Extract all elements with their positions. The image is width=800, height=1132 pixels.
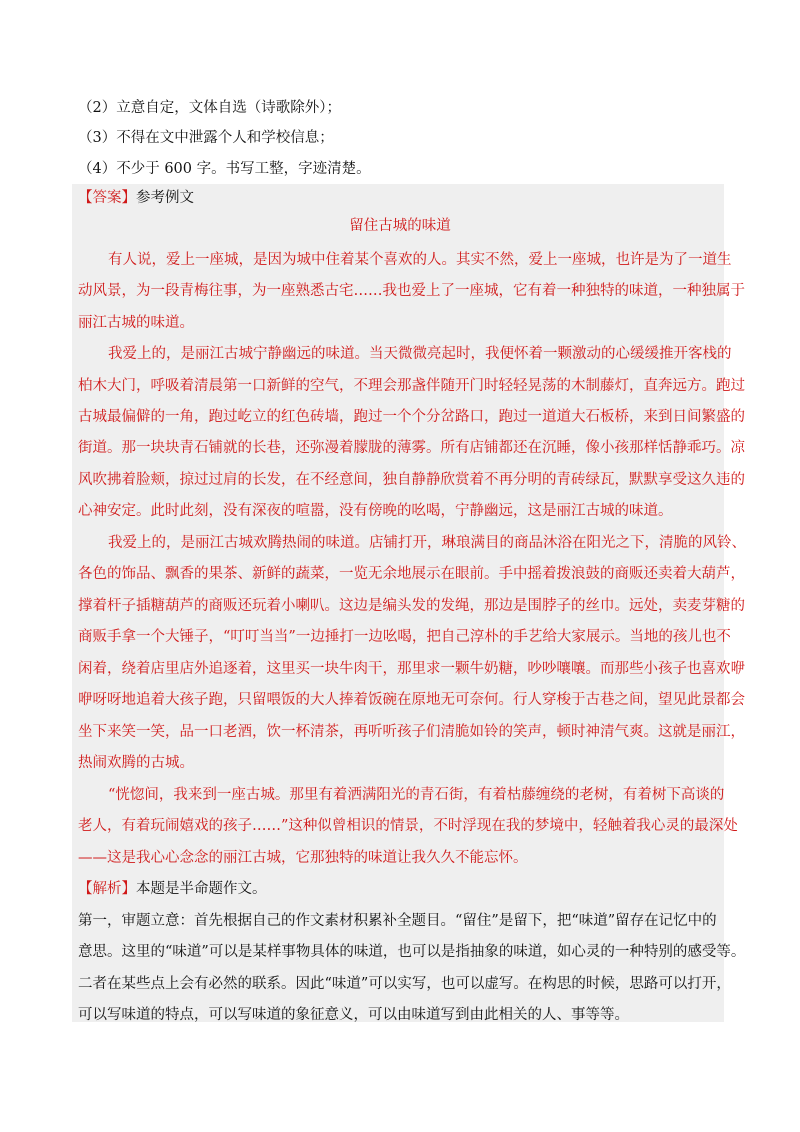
analysis-tag: 【解析】 <box>78 881 136 897</box>
essay-line: 商贩手拿一个大锤子，“叮叮当当”一边捶打一边吆喝，把自己淳朴的手艺给大家展示。当地的孩儿也不 <box>78 629 731 645</box>
essay-line: “恍惚间，我来到一座古城。那里有着洒满阳光的青石街，有着枯藤缠绕的老树，有着树下高谈的 <box>108 787 725 803</box>
essay-line: 风吹拂着脸颊，掠过过肩的长发，在不经意间，独自静静欣赏着不再分明的青砖绿瓦，默默享受这久违的 <box>78 472 745 488</box>
analysis-label: 本题是半命题作文。 <box>136 881 267 897</box>
essay-line: 心神安定。此时此刻，没有深夜的喧嚣，没有傍晚的吆喝，宁静幽远，这是丽江古城的味道。 <box>78 503 673 519</box>
essay-line: 坐下来笑一笑，品一口老酒，饮一杯清茶，再听听孩子们清脆如铃的笑声，顿时神清气爽。这就是丽江， <box>78 724 745 740</box>
analysis-line: 意思。这里的“味道”可以是某样事物具体的味道，也可以是指抽象的味道，如心灵的一种特别的感受等。 <box>78 944 746 960</box>
analysis-header <box>78 879 267 899</box>
essay-line: 闲着，绕着店里店外追逐着，这里买一块牛肉干，那里求一颗牛奶糖，吵吵嚷嚷。而那些小孩子也喜欢咿 <box>78 661 745 677</box>
essay-line: 我爱上的，是丽江古城欢腾热闹的味道。店铺打开，琳琅满目的商品沐浴在阳光之下，清脆的风铃、 <box>108 535 746 551</box>
essay-line: 撑着杆子插糖葫芦的商贩还玩着小喇叭。这边是编头发的发绳，那边是围脖子的丝巾。远处，卖麦芽糖的 <box>78 598 745 614</box>
essay-line: 动风景，为一段青梅往事，为一座熟悉古宅……我也爱上了一座城，它有着一种独特的味道，一种独属于 <box>78 283 745 299</box>
answer-tag: 【答案】 <box>78 190 136 206</box>
requirement-4: （4）不少于 600 字。书写工整，字迹清楚。 <box>78 161 371 177</box>
essay-line: 我爱上的，是丽江古城宁静幽远的味道。当天微微亮起时，我便怀着一颗激动的心缓缓推开客栈的 <box>108 346 732 362</box>
essay-line: 咿呀呀地追着大孩子跑，只留喂饭的大人捧着饭碗在原地无可奈何。行人穿梭于古巷之间，望见此景都会 <box>78 692 745 708</box>
essay-line: ——这是我心心念念的丽江古城，它那独特的味道让我久久不能忘怀。 <box>78 850 528 866</box>
essay-line: 各色的饰品、飘香的果茶、新鲜的蔬菜，一览无余地展示在眼前。手中摇着拨浪鼓的商贩还卖着大葫芦， <box>78 566 745 582</box>
essay-line: 古城最偏僻的一角，跑过屹立的红色砖墙，跑过一个个分岔路口，跑过一道道大石板桥，来到日间繁盛的 <box>78 409 745 425</box>
essay-line: 有人说，爱上一座城，是因为城中住着某个喜欢的人。其实不然，爱上一座城，也许是为了一道生 <box>108 252 732 268</box>
essay-line: 热闹欢腾的古城。 <box>78 755 194 771</box>
answer-label: 参考例文 <box>136 190 194 206</box>
requirement-3: （3）不得在文中泄露个人和学校信息； <box>78 130 334 146</box>
analysis-line: 可以写味道的特点，可以写味道的象征意义，可以由味道写到由此相关的人、事等等。 <box>78 1007 629 1023</box>
essay-line: 柏木大门，呼吸着清晨第一口新鲜的空气，不理会那盏伴随开门时轻轻晃荡的木制藤灯，直奔远方。跑过 <box>78 378 745 394</box>
essay-line: 街道。那一块块青石铺就的长巷，还弥漫着朦胧的薄雾。所有店铺都还在沉睡，像小孩那样恬静乖巧。凉 <box>78 440 745 456</box>
essay-line: 老人，有着玩闹嬉戏的孩子……”这种似曾相识的情景，不时浮现在我的梦境中，轻触着我心灵的最深处 <box>78 818 738 834</box>
requirement-2: （2）立意自定，文体自选（诗歌除外）； <box>78 100 341 116</box>
essay-title: 留住古城的味道 <box>349 218 451 234</box>
analysis-line: 二者在某些点上会有必然的联系。因此“味道”可以实写，也可以虚写。在构思的时候，思路可以打开， <box>78 976 731 992</box>
essay-line: 丽江古城的味道。 <box>78 315 194 331</box>
answer-header <box>78 188 194 208</box>
analysis-line: 第一，审题立意：首先根据自己的作文素材积累补全题目。“留住”是留下，把“味道”留存在记忆中的 <box>78 913 717 929</box>
